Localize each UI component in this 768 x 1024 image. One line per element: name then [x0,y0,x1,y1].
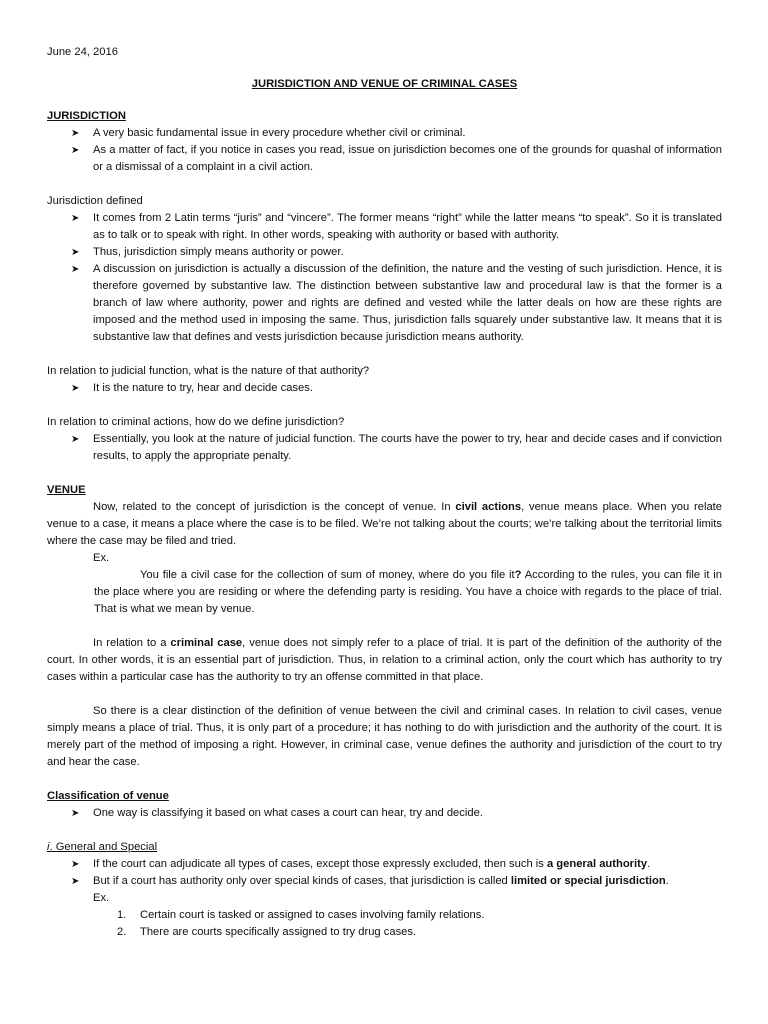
jurisdiction-bullets [47,125,722,176]
heading-venue: VENUE [47,484,86,496]
bullet-item: ➤ But if a court has authority only over special kinds of cases, that jurisdiction is called limited or special jurisdiction. [47,873,722,890]
heading-general-special: i. General and Special [47,841,158,853]
question-criminal-actions: In relation to criminal actions, how do we define jurisdiction? [47,416,345,428]
bullet-item: ➤ A very basic fundamental issue in every procedure whether civil or criminal. [47,125,722,142]
heading-jurisdiction-defined: Jurisdiction defined [47,195,143,207]
bullet-item: ➤ If the court can adjudicate all types of cases, except those expressly excluded, then such is a general authority. [47,856,722,873]
classification-bullets [47,805,722,822]
document-date: June 24, 2016 [47,46,118,58]
general-special-example-label: Ex. [93,892,110,904]
document-title: JURISDICTION AND VENUE OF CRIMINAL CASES [251,78,518,90]
venue-example-text: You file a civil case for the collection of sum of money, where do you file it? According to the rules, you can file it in the place where you are residing or where the defending party is residing. You have a choice with regards to the place of trial. That is what we mean by venue. [94,569,722,615]
judicial-bullets [47,380,722,397]
venue-paragraph-3: So there is a clear distinction of the definition of venue between the civil and criminal cases. In relation to civil cases, venue simply means a place of trial. Thus, it is only part of a procedure; it has nothing to do with jurisdiction and the authority of the court. It is merely part of the method of imposing a right. However, in criminal case, venue defines the authority and jurisdiction of the court to try and hear the case. [47,705,722,768]
bullet-item: ➤ It comes from 2 Latin terms “juris” and “vincere”. The former means “right” while the latter means “to speak”. So it is translated as to talk or to speak with right. In other words, speaking with authority or based with authority. [47,210,722,244]
general-special-examples [47,907,722,941]
question-judicial-function: In relation to judicial function, what is the nature of that authority? [47,365,370,377]
bullet-item: ➤ It is the nature to try, hear and decide cases. [47,380,722,397]
general-special-bullets [47,856,722,890]
venue-paragraph-1: Now, related to the concept of jurisdiction is the concept of venue. In civil actions, venue means place. When you relate venue to a case, it means a place where the case is to be filed. We’re not talking about the courts; we’re talking about the territorial limits where the case may be filed and tried. [47,501,722,547]
list-item: 2. There are courts specifically assigned to try drug cases. [117,926,417,938]
heading-jurisdiction: JURISDICTION [47,110,126,122]
defined-bullets [47,210,722,346]
criminal-actions-bullets [47,431,722,465]
bullet-item: ➤ Thus, jurisdiction simply means authority or power. [47,244,722,261]
bullet-item: ➤ One way is classifying it based on what cases a court can hear, try and decide. [47,805,722,822]
list-item: 1. Certain court is tasked or assigned to cases involving family relations. [117,909,485,921]
heading-classification: Classification of venue [47,790,169,802]
bullet-item: ➤ As a matter of fact, if you notice in cases you read, issue on jurisdiction becomes one of the grounds for quashal of information or a dismissal of a complaint in a civil action. [47,142,722,176]
bullet-item: ➤ Essentially, you look at the nature of judicial function. The courts have the power to try, hear and decide cases and if conviction results, to apply the appropriate penalty. [47,431,722,465]
venue-example-label: Ex. [93,552,110,564]
venue-paragraph-2: In relation to a criminal case, venue does not simply refer to a place of trial. It is part of the definition of the authority of the court. In other words, it is an essential part of jurisdiction. Thus, in relation to a criminal action, only the court which has authority to try cases within a particular case has the authority to try an offense committed in that place. [47,637,722,683]
bullet-item: ➤ A discussion on jurisdiction is actually a discussion of the definition, the nature and the vesting of such jurisdiction. Hence, it is therefore governed by substantive law. The distinction between substantive law and procedural law is that the former is a branch of law where authority, power and rights are defined and vested while the latter deals on how are these rights are imposed and the method used in imposing the same. Thus, jurisdiction falls squarely under substantive law. It means that it is substantive law that defines and vests jurisdiction because jurisdiction means authority. [47,261,722,346]
